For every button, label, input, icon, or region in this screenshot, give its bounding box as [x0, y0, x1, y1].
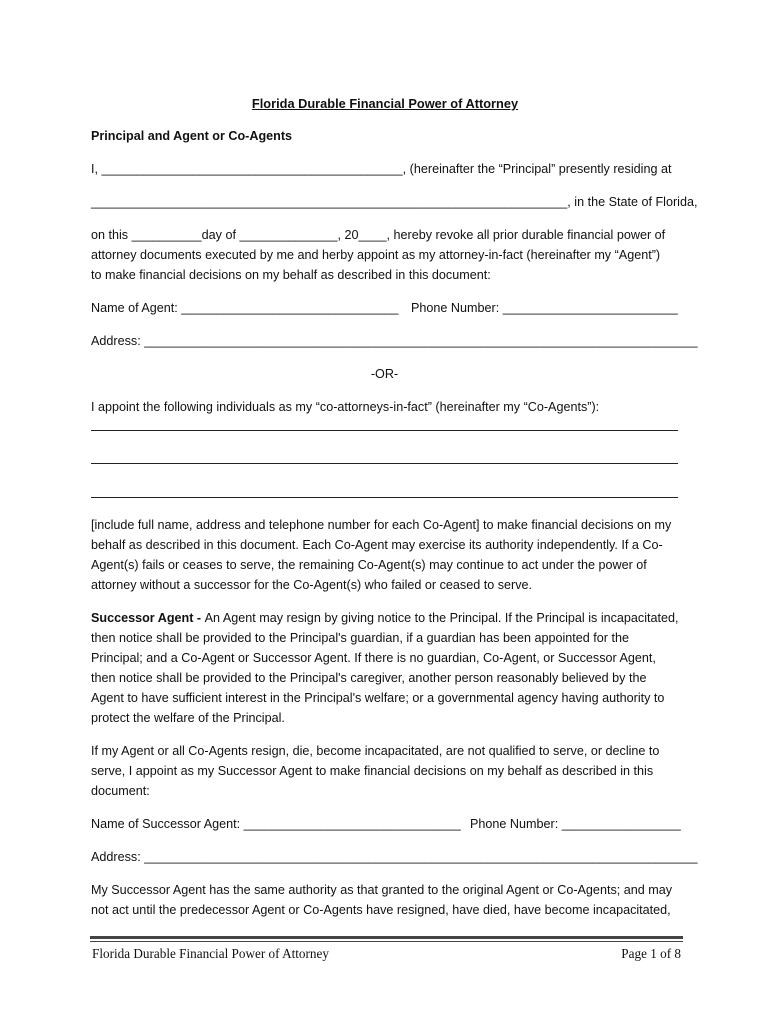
agent-address-field: Address: _______________________________________________________________________________: [91, 334, 698, 348]
successor-appointment-line: serve, I appoint as my Successor Agent to make financial decisions on my behalf as described in this: [91, 764, 654, 778]
footer-title: Florida Durable Financial Power of Attorney: [92, 946, 329, 961]
document-title: Florida Durable Financial Power of Attorney: [251, 96, 519, 111]
authority-paragraph-line: not act until the predecessor Agent or Co-Agents have resigned, have died, have become incapacitated,: [91, 903, 671, 917]
successor-paragraph-line: then notice shall be provided to the Principal's guardian, if a guardian has been appointed for the: [91, 631, 630, 645]
footer-divider: [90, 936, 683, 939]
successor-agent-label: Successor Agent -: [91, 611, 205, 625]
successor-paragraph-line: then notice shall be provided to the Principal's caregiver, another person reasonably believed by the: [91, 671, 647, 685]
page-number: Page 1 of 8: [621, 946, 681, 961]
or-separator: -OR-: [370, 367, 399, 381]
section-heading: Principal and Agent or Co-Agents: [91, 129, 293, 143]
revocation-paragraph-line: attorney documents executed by me and herby appoint as my attorney-in-fact (hereinafter my “Agent”): [91, 248, 661, 262]
co-agents-intro: I appoint the following individuals as my “co-attorneys-in-fact” (hereinafter my “Co-Agents”):: [91, 400, 600, 414]
co-agent-blank-line: [91, 497, 678, 498]
agent-phone-field: Phone Number: _________________________: [411, 301, 678, 315]
co-agent-paragraph-line: behalf as described in this document. Each Co-Agent may exercise its authority independently. If a Co-: [91, 538, 663, 552]
revocation-paragraph-line: to make financial decisions on my behalf as described in this document:: [91, 268, 491, 282]
co-agent-paragraph-line: Agent(s) fails or ceases to serve, the remaining Co-Agent(s) may continue to act under the power of: [91, 558, 647, 572]
agent-name-field: Name of Agent: _______________________________: [91, 301, 399, 315]
principal-residence-line: ____________________________________________________________________, in the State of Florida,: [91, 195, 698, 209]
authority-paragraph-line: My Successor Agent has the same authority as that granted to the original Agent or Co-Agents; and may: [91, 883, 673, 897]
co-agent-blank-line: [91, 463, 678, 464]
footer-divider: [90, 941, 683, 942]
co-agent-paragraph-line: [include full name, address and telephone number for each Co-Agent] to make financial decisions on my: [91, 518, 672, 532]
successor-paragraph-line: Successor Agent - An Agent may resign by giving notice to the Principal. If the Principal is incapacitated,: [91, 611, 679, 625]
successor-appointment-line: If my Agent or all Co-Agents resign, die, become incapacitated, are not qualified to serve, or decline to: [91, 744, 660, 758]
successor-paragraph-line: Agent to have sufficient interest in the Principal's welfare; or a governmental agency having authority to: [91, 691, 665, 705]
co-agent-paragraph-line: attorney without a successor for the Co-Agent(s) who failed or ceased to serve.: [91, 578, 532, 592]
successor-appointment-line: document:: [91, 784, 150, 798]
revocation-paragraph-line: on this __________day of ______________, 20____, hereby revoke all prior durable financial power of: [91, 228, 666, 242]
successor-paragraph-line: protect the welfare of the Principal.: [91, 711, 285, 725]
successor-name-field: Name of Successor Agent: _______________________________: [91, 817, 461, 831]
co-agent-blank-line: [91, 430, 678, 431]
principal-name-line: I, ___________________________________________, (hereinafter the “Principal” presently residing at: [91, 162, 672, 176]
successor-paragraph-line: Principal; and a Co-Agent or Successor Agent. If there is no guardian, Co-Agent, or Successor Agent,: [91, 651, 656, 665]
successor-address-field: Address: _______________________________________________________________________________: [91, 850, 698, 864]
successor-phone-field: Phone Number: _________________: [470, 817, 681, 831]
